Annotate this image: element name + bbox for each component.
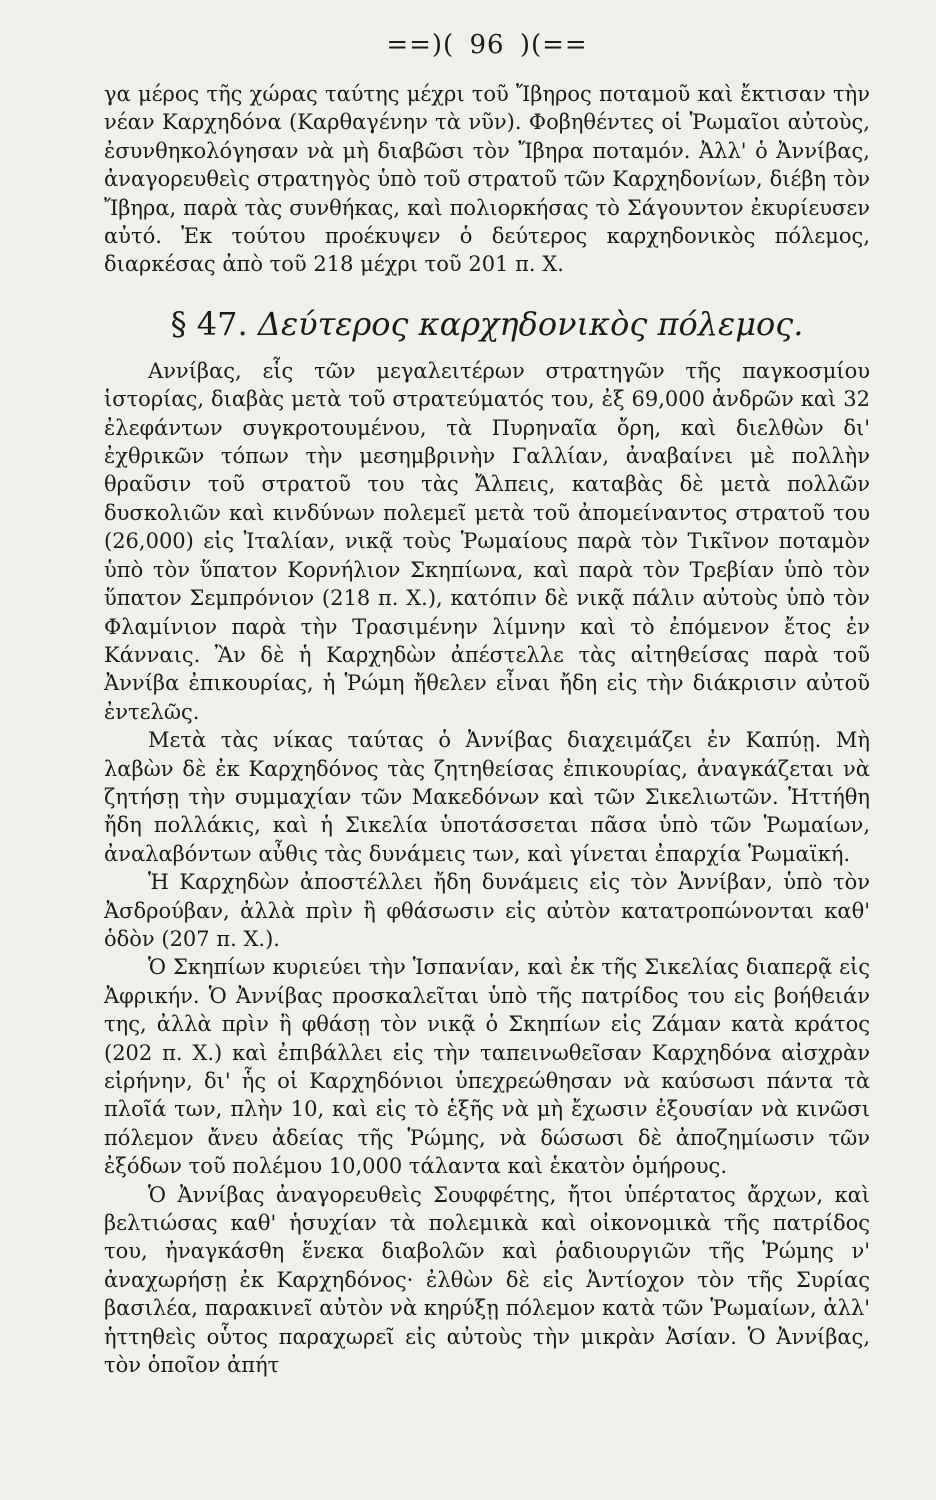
section-heading [104,305,870,343]
paragraph: Μετὰ τὰς νίκας ταύτας ὁ Ἀννίβας διαχειμάζει ἐν Καπύῃ. Μὴ λαβὼν δὲ ἐκ Καρχηδόνος τὰς ζητηθείσας ἐπικουρίας, ἀναγκάζεται νὰ ζητήσῃ τὴν συμμαχίαν τῶν Μακεδόνων καὶ τῶν Σικελιωτῶν. Ἡττήθη ἤδη πολλάκις, καὶ ἡ Σικελία ὑποτάσσεται πᾶσα ὑπὸ τῶν Ῥωμαίων, ἀναλαβόντων αὖθις τὰς δυνάμεις των, καὶ γίνεται ἐπαρχία Ῥωμαϊκή. [104,728,870,866]
body-text [104,80,870,1379]
header-left-ornament: ==)( [386,30,455,60]
header-right-ornament: )(== [519,30,588,60]
page-header [104,28,870,62]
section-number: § 47. [170,304,248,343]
paragraph: Ἡ Καρχηδὼν ἀποστέλλει ἤδη δυνάμεις εἰς τὸν Ἀννίβαν, ὑπὸ τὸν Ἀσδρούβαν, ἀλλὰ πρὶν ἢ φθάσωσιν εἰς αὐτὸν κατατροπώνονται καθ' ὁδὸν (207 π. Χ.). [104,870,870,951]
paragraph: Ὁ Σκηπίων κυριεύει τὴν Ἱσπανίαν, καὶ ἐκ τῆς Σικελίας διαπερᾷ εἰς Ἀφρικήν. Ὁ Ἀννίβας προσκαλεῖται ὑπὸ τῆς πατρίδος του εἰς βοήθειάν της, ἀλλὰ πρὶν ἢ φθάσῃ τὸν νικᾷ ὁ Σκηπίων εἰς Ζάμαν κατὰ κράτος (202 π. Χ.) καὶ ἐπιβάλλει εἰς τὴν ταπεινωθεῖσαν Καρχηδόνα αἰσχρὰν εἰρήνην, δι' ἧς οἱ Καρχηδόνιοι ὑπεχρεώθησαν νὰ καύσωσι πάντα τὰ πλοῖά των, πλὴν 10, καὶ εἰς τὸ ἑξῆς νὰ μὴ ἔχωσιν ἐξουσίαν νὰ κινῶσι πόλεμον ἄνευ ἀδείας τῆς Ῥώμης, νὰ δώσωσι δὲ ἀποζημίωσιν τῶν ἐξόδων τοῦ πολέμου 10,000 τάλαντα καὶ ἑκατὸν ὁμήρους. [104,955,870,1179]
paragraph: Αννίβας, εἷς τῶν μεγαλειτέρων στρατηγῶν τῆς παγκοσμίου ἱστορίας, διαβὰς μετὰ τοῦ στρατεύματός του, ἐξ 69,000 ἀνδρῶν καὶ 32 ἐλεφάντων συγκροτουμένου, τὰ Πυρηναῖα ὄρη, καὶ διελθὼν δι' ἐχθρικῶν τόπων τὴν μεσημβρινὴν Γαλλίαν, ἀναβαίνει μὲ πολλὴν θραῦσιν τοῦ στρατοῦ του τὰς Ἄλπεις, καταβὰς δὲ μετὰ πολλῶν δυσκολιῶν καὶ κινδύνων πολεμεῖ μετὰ τοῦ ἀπομείναντος στρατοῦ του (26,000) εἰς Ἰταλίαν, νικᾷ τοὺς Ῥωμαίους παρὰ τὸν Τικῖνον ποταμὸν ὑπὸ τὸν ὕπατον Κορνήλιον Σκηπίωνα, καὶ παρὰ τὸν Τρεβίαν ὑπὸ τὸν ὕπατον Σεμπρόνιον (218 π. Χ.), κατόπιν δὲ νικᾷ πάλιν αὐτοὺς ὑπὸ τὸν Φλαμίνιον παρὰ τὴν Τρασιμένην λίμνην καὶ τὸ ἐπόμενον ἔτος ἐν Κάνναις. Ἂν δὲ ἡ Καρχηδὼν ἀπέστελλε τὰς αἰτηθείσας παρὰ τοῦ Ἀννίβα ἐπικουρίας, ἡ Ῥώμη ἤθελεν εἶναι ἤδη εἰς τὴν διάκρισιν αὐτοῦ ἐντελῶς. [104,358,870,724]
paragraph-continued: γα μέρος τῆς χώρας ταύτης μέχρι τοῦ Ἴβηρος ποταμοῦ καὶ ἔκτισαν τὴν νέαν Καρχηδόνα (Καρθαγένην τὰ νῦν). Φοβηθέντες οἱ Ῥωμαῖοι αὐτοὺς, ἐσυνθηκολόγησαν νὰ μὴ διαβῶσι τὸν Ἴβηρα ποταμόν. Ἀλλ' ὁ Ἀννίβας, ἀναγορευθεὶς στρατηγὸς ὑπὸ τοῦ στρατοῦ τῶν Καρχηδονίων, διέβη τὸν Ἴβηρα, παρὰ τὰς συνθήκας, καὶ πολιορκήσας τὸ Σάγουντον ἐκυρίευσεν αὐτό. Ἐκ τούτου προέκυψεν ὁ δεύτερος καρχηδονικὸς πόλεμος, διαρκέσας ἀπὸ τοῦ 218 μέχρι τοῦ 201 π. Χ. [104,82,870,277]
page-number: 96 [469,30,505,60]
paragraph: Ὁ Ἀννίβας ἀναγορευθεὶς Σουφφέτης, ἤτοι ὑπέρτατος ἄρχων, καὶ βελτιώσας καθ' ἡσυχίαν τὰ πολεμικὰ καὶ οἰκονομικὰ τῆς πατρίδος του, ἠναγκάσθη ἕνεκα διαβολῶν καὶ ῥαδιουργιῶν τῆς Ῥώμης ν' ἀναχωρήσῃ ἐκ Καρχηδόνος· ἐλθὼν δὲ εἰς Ἀντίοχον τὸν τῆς Συρίας βασιλέα, παρακινεῖ αὐτὸν νὰ κηρύξῃ πόλεμον κατὰ τῶν Ῥωμαίων, ἀλλ' ἡττηθεὶς οὗτος παραχωρεῖ εἰς αὐτοὺς τὴν μικρὰν Ἀσίαν. Ὁ Ἀννίβας, τὸν ὁποῖον ἀπήτ [104,1182,870,1378]
section-title: Δεύτερος καρχηδονικὸς πόλεμος. [257,304,804,343]
